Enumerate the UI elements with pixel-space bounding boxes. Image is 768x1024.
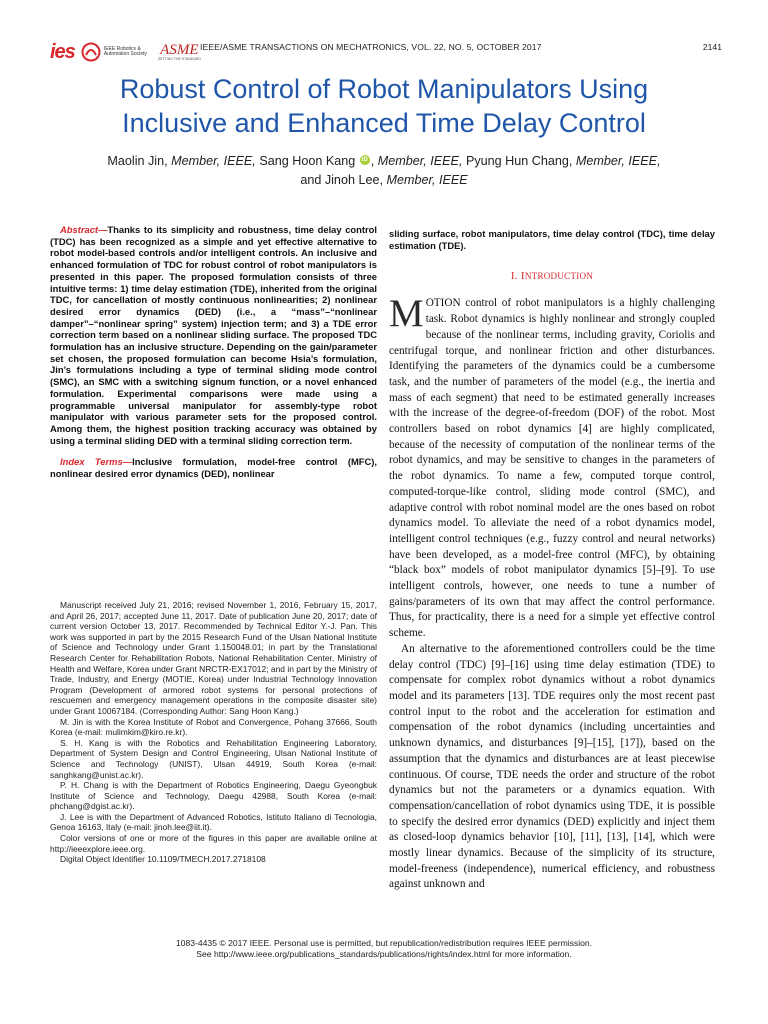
index-terms-lead: Index Terms—	[60, 456, 133, 468]
abstract-text: Thanks to its simplicity and robustness, time delay control (TDC) has been recognized as a simple and yet effective alternative to robot model-based controls and/or intelligent controls. An inclusive and enhanced formulation of TDC for robust control of robot manipulators is presented in this paper. The proposed formulation consists of three intuitive terms: 1) time delay estimation (TDE), inherited from the original TDC, for cancellation of mostly continuous nonlinearities; 2) nonlinear desired error dynamics (DED) (i.e., a “mass”–“nonlinear damper”–“nonlinear spring” system) injection term; and 3) a TDE error correction term based on a nonlinear sliding surface. The proposed TDC formulation has an inclusive structure. Depending on the gain/parameter set chosen, the proposed formulation can become Hsia’s formulation, Jin’s formulations including a type of terminal sliding mode control (SMC), an SMC with a switching signum function, or a novel enhanced formulation. Experimental comparisons were made using a programmable universal manipulator for assembly-type robot manipulator with various parameter sets for the proposed control. Among them, the highest position tracking accuracy was obtained by using a terminal sliding DED with a terminal sliding correction term.	[50, 224, 377, 446]
index-terms-continued: sliding surface, robot manipulators, time delay control (TDC), time delay estimation (TDE).	[389, 228, 715, 251]
ies-logo: ies	[50, 40, 75, 63]
page-header	[50, 40, 722, 64]
heading-numeral: I. I	[510, 270, 525, 283]
author-3: Pyung Hun Chang,	[465, 154, 573, 168]
paper-title	[30, 72, 738, 140]
journal-line: IEEE/ASME TRANSACTIONS ON MECHATRONICS, VOL. 22, NO. 5, OCTOBER 2017	[200, 42, 542, 52]
right-column	[389, 228, 715, 893]
author-2-role: Member, IEEE,	[377, 154, 463, 168]
orcid-icon[interactable]: iD	[361, 157, 368, 163]
author-2: Sang Hoon Kang	[259, 154, 356, 168]
rights-link-line[interactable]: See http://www.ieee.org/publications_standards/publications/rights/index.html for more information.	[196, 949, 572, 959]
author-1: Maolin Jin,	[107, 154, 168, 168]
abstract	[50, 224, 377, 446]
copyright-line: 1083-4435 © 2017 IEEE. Personal use is permitted, but republication/redistribution requires IEEE permission.	[175, 938, 593, 948]
title-line-2: Inclusive and Enhanced Time Delay Control	[122, 108, 646, 138]
ras-logo	[81, 42, 150, 62]
first-page-footnote	[50, 600, 377, 865]
index-terms-text-left: Inclusive formulation, model-free control (MFC), nonlinear desired error dynamics (DED), nonlinear	[50, 456, 377, 480]
author-1-role: Member, IEEE,	[171, 154, 256, 168]
index-terms	[50, 456, 377, 479]
abstract-lead: Abstract—	[60, 224, 108, 235]
page-number: 2141	[702, 42, 722, 52]
author-3-role: Member, IEEE,	[575, 154, 661, 168]
author-4-role: Member, IEEE	[386, 173, 468, 187]
footnote-author-jin: M. Jin is with the Korea Institute of Robot and Convergence, Pohang 37666, South Korea (e-mail: mulimkim@kiro.re.kr).	[50, 716, 377, 738]
copyright-footer	[0, 938, 768, 960]
intro-paragraph-2: An alternative to the aforementioned controllers could be the time delay control (TDC) [9]–[16] using time delay estimation (TDE) to compensate for complex robot dynamics without a robot dynamics model and its parameters [13]. TDE requires only the most recent past control input to the robot and the acceleration for estimation and compensation of the robot dynamics (including uncertainties and unknown dynamics, and disturbances [9]–[15], [17]), based on the assumption that the dynamics and disturbances are at least piecewise continuous. Of course, TDE needs the order and structure of the robot dynamics but not the parameters or a dynamics equation. With compensation/cancellation of robot dynamics using TDE, it is possible to specify the desired error dynamics (DED) explicitly and inject them as closed-loop dynamics behavior [10], [11], [13], [14], which were mostly linear dynamics. Because of the simplicity of its structure, model-freeness (independence), numerical efficiency, and robustness against unknown and	[389, 642, 715, 891]
left-column	[50, 224, 377, 480]
ras-mark-icon	[81, 42, 101, 62]
intro-paragraph-1	[389, 292, 715, 641]
footnote-color-versions: Color versions of one or more of the figures in this paper are available online at http://ieeexplore.ieee.org.	[50, 833, 377, 854]
ras-logo-text: IEEE Robotics & Automation Society	[103, 45, 147, 57]
asme-logo-tagline: SETTING THE STANDARD	[157, 57, 201, 61]
section-heading-introduction	[389, 270, 715, 282]
publisher-logos	[50, 40, 201, 64]
footnote-author-kang: S. H. Kang is with the Robotics and Rehabilitation Engineering Laboratory, Department of System Design and Control Engineering, Ulsan National Institute of Science and Technology (UNIST), Ulsan 44919, South Korea (e-mail: sanghkang@unist.ac.kr).	[50, 737, 377, 780]
footnote-doi: Digital Object Identifier 10.1109/TMECH.2017.2718108	[60, 854, 266, 865]
intro-paragraph-1-text: OTION control of robot manipulators is a highly challenging task. Robot dynamics is highly nonlinear and strongly coupled because of the nonlinear terms, including gravity, Coriolis and centrifugal torque, and nonlinear friction and other disturbances. Identifying the parameters of the dynamics could be a cumbersome task, and the number of parameters of the model (e.g., the inertia and mass of each segment) that need to be estimated generally increases with the increase of the degree-of-freedom (DOF) of the robot. Most controllers based on robot dynamics [4] are highly complicated, because of the necessity of computation of the nonlinear terms of the robot dynamics, and may be sensitive to changes in the parameters of the robot dynamics. To name a few, computed torque control, computed-torque-like control, sliding mode control (SMC), and adaptive control with robot nominal model are the ones based on robot dynamics model. To alleviate the need of a robot dynamics model, intelligent control techniques (e.g., fuzzy control and neural networks) have been developed, as a model-free control (MFC), by obtaining “black box” models of robot manipulator dynamics [5]–[9]. To use intelligent controls, however, one needs to tune a number of gains/parameters of its own that may affect the control performance. Thus, for practicality, there is a need for a simple yet effective control scheme.	[389, 297, 715, 640]
footnote-author-chang: P. H. Chang is with the Department of Robotics Engineering, Daegu Gyeongbuk Institute of Science and Technology, Daegu 42988, South Korea (e-mail: phchang@dgist.ac.kr).	[50, 780, 377, 812]
drop-cap: M	[389, 292, 424, 336]
title-line-1: Robust Control of Robot Manipulators Using	[119, 74, 649, 104]
footnote-manuscript: Manuscript received July 21, 2016; revised November 1, 2016, February 15, 2017, and April 26, 2017; accepted June 11, 2017. Date of publication June 20, 2017; date of current version October 13, 2017. Recommended by Technical Editor Y.-J. Pan. This work was supported in part by the 2015 Research Fund of the Ulsan National Institute of Science and Technology under Grant 1.150048.01; in part by the Translational Research Center for Rehabilitation Robots, National Rehabilitation Center, Ministry of Health and Welfare, Korea under Grant NRCTR-EX17012; and in part by the Ministry of Trade, Industry, and Energy (MOTIE, Korea) under Industrial Technology Innovation Program (Development of armored robot systems for personal protections of rescuemen and emergency management operations in the composite disaster site) under Grant 10067184. (Corresponding Author: Sang Hoon Kang.)	[50, 600, 377, 716]
author-4: and Jinoh Lee,	[300, 173, 383, 187]
author-list: Maolin Jin, Member, IEEE, Sang Hoon Kang iD , Member, IEEE, Pyung Hun Chang, Member, IEEE, and Jinoh Lee, Member, IEEE	[107, 154, 661, 187]
heading-rest: NTRODUCTION	[524, 271, 594, 282]
footnote-author-lee: J. Lee is with the Department of Advanced Robotics, Istituto Italiano di Tecnologia, Genoa 16163, Italy (e-mail: jinoh.lee@iit.it).	[50, 811, 377, 833]
asme-logo-word: ASME	[160, 42, 199, 58]
asme-logo	[158, 43, 201, 61]
